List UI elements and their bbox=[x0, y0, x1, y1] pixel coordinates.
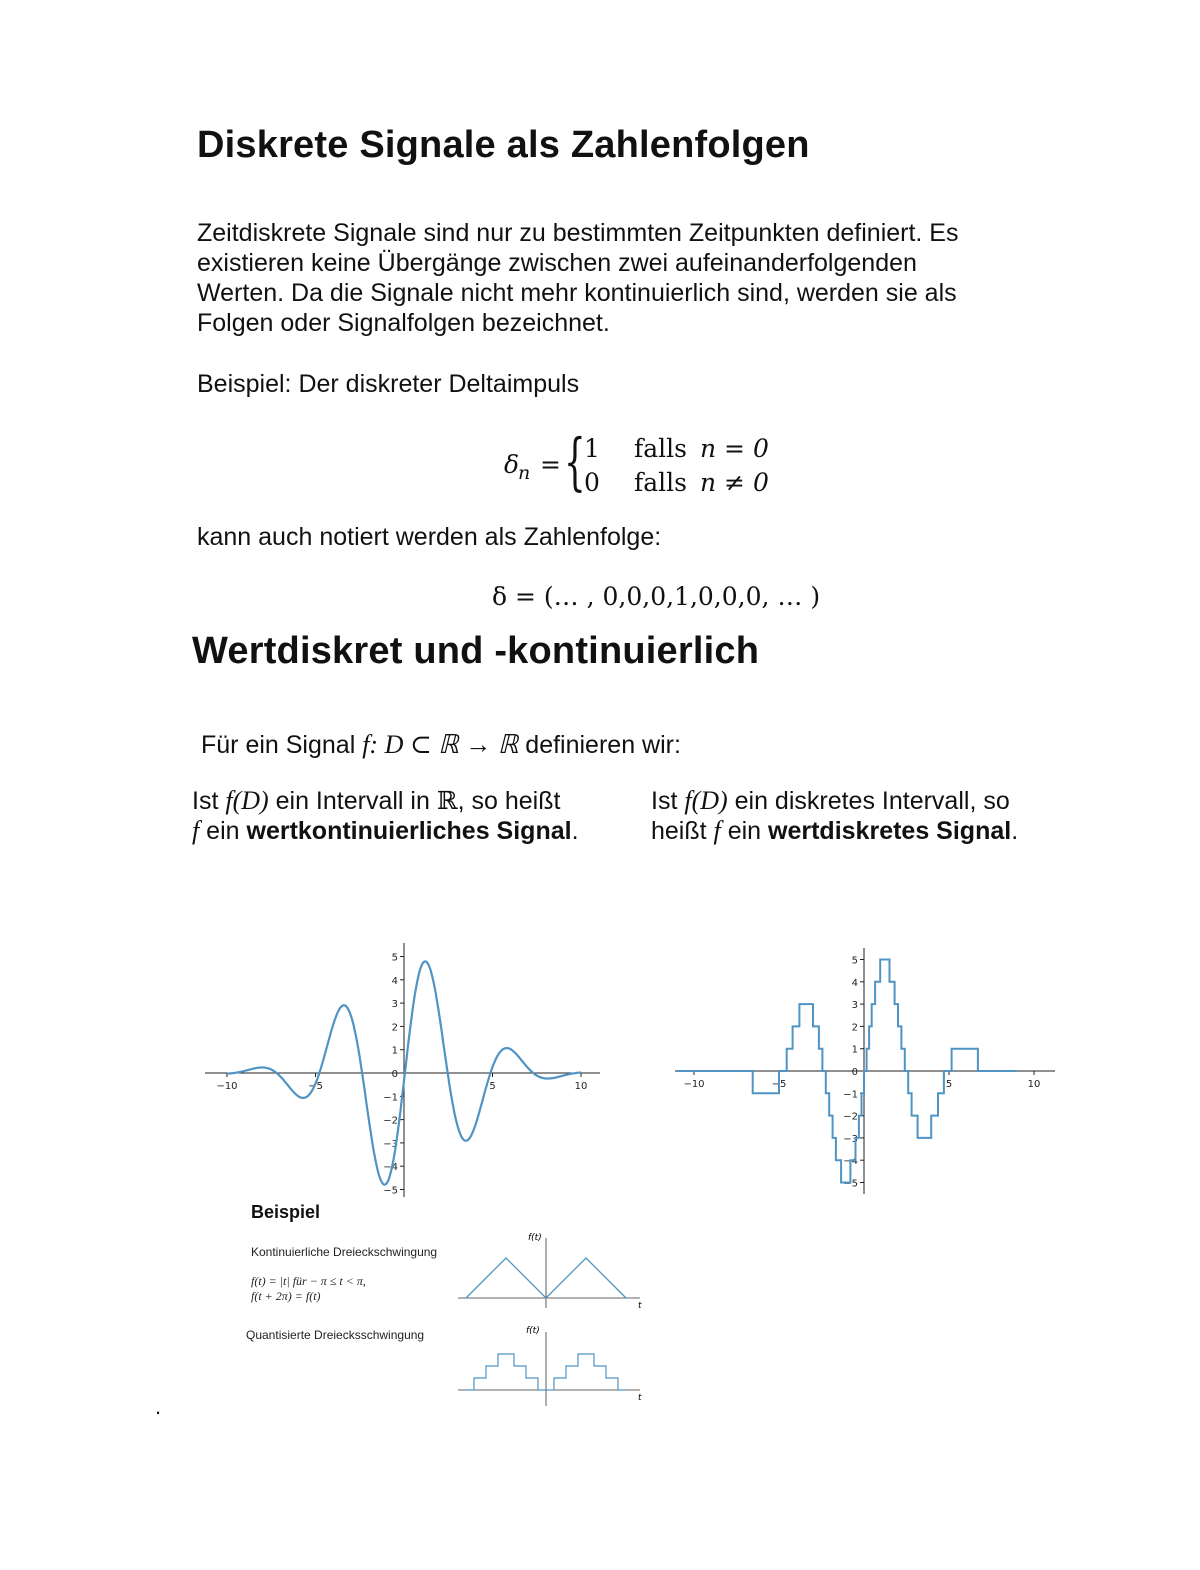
delta-sequence: δ = (… , 0,0,0,1,0,0,0, … ) bbox=[492, 582, 821, 611]
y-tick-label: −2 bbox=[383, 1115, 398, 1127]
case1-value: 1 bbox=[584, 434, 600, 463]
lead-text-post: definieren wir: bbox=[518, 731, 681, 759]
y-tick-label: −4 bbox=[843, 1156, 858, 1168]
intro-paragraph bbox=[197, 218, 1097, 338]
def-cont-text: Ist bbox=[192, 787, 226, 815]
y-tick-label: −4 bbox=[383, 1162, 398, 1174]
axis-label-f: f(t) bbox=[526, 1326, 540, 1336]
notation-text: kann auch notiert werden als Zahlenfolge: bbox=[197, 523, 662, 551]
example-label: Beispiel: Der diskreter Deltaimpuls bbox=[197, 370, 580, 398]
lead-math: f: D ⊂ ℝ → ℝ bbox=[362, 730, 519, 759]
lead-text-pre: Für ein Signal bbox=[201, 731, 363, 759]
def-cont-text: ein Intervall in bbox=[268, 787, 437, 815]
y-tick-label: 0 bbox=[391, 1069, 398, 1080]
case1-condition: n = 0 bbox=[700, 434, 769, 463]
y-tick-label: 1 bbox=[391, 1045, 398, 1057]
definition-continuous bbox=[192, 786, 632, 846]
intro-line: existieren keine Übergänge zwischen zwei aufeinanderfolgenden bbox=[197, 249, 917, 277]
def-cont-math: f(D) bbox=[225, 786, 269, 815]
definition-discrete bbox=[651, 786, 1111, 846]
def-cont-math: ℝ bbox=[436, 786, 458, 815]
axis-label-f: f(t) bbox=[528, 1233, 542, 1243]
y-tick-label: 0 bbox=[851, 1067, 858, 1078]
delta-definition-formula bbox=[500, 425, 800, 502]
axis-label-t: t bbox=[638, 1393, 642, 1403]
def-disc-text: Ist bbox=[651, 787, 685, 815]
x-tick-label: 5 bbox=[489, 1081, 496, 1092]
x-tick-label: −10 bbox=[683, 1079, 705, 1090]
x-tick-label: −5 bbox=[771, 1079, 787, 1090]
lead-sentence bbox=[201, 730, 681, 760]
footnote-dot: . bbox=[155, 1394, 162, 1419]
def-cont-text: , so heißt bbox=[457, 787, 561, 815]
y-tick-label: 2 bbox=[391, 1022, 398, 1034]
triangle-formula-line1: f(t) = |t| für − π ≤ t < π, bbox=[251, 1274, 366, 1288]
x-tick-label: −5 bbox=[308, 1081, 323, 1092]
def-disc-text: ein diskretes Intervall, so bbox=[727, 787, 1010, 815]
y-tick-label: −3 bbox=[843, 1133, 858, 1145]
delta-subscript: n bbox=[518, 462, 531, 484]
y-tick-label: 4 bbox=[851, 977, 858, 989]
y-tick-label: −2 bbox=[843, 1111, 858, 1123]
y-tick-label: 5 bbox=[851, 955, 858, 967]
intro-line: Folgen oder Signalfolgen bezeichnet. bbox=[197, 309, 610, 337]
plot-quantized-triangle bbox=[452, 1320, 652, 1408]
y-tick-label: 3 bbox=[851, 1000, 858, 1012]
intro-line: Zeitdiskrete Signale sind nur zu bestimmten Zeitpunkten definiert. Es bbox=[197, 219, 959, 247]
def-disc-math: f(D) bbox=[684, 786, 728, 815]
y-tick-label: 2 bbox=[851, 1022, 858, 1034]
def-disc-math: f bbox=[713, 816, 721, 845]
curly-brace: { bbox=[564, 425, 586, 498]
y-tick-label: −1 bbox=[843, 1089, 858, 1101]
def-disc-text: ein bbox=[720, 817, 769, 845]
def-disc-text: heißt bbox=[651, 817, 714, 845]
plot-continuous-signal bbox=[195, 935, 615, 1205]
def-cont-math: f bbox=[192, 816, 200, 845]
beispiel-heading: Beispiel bbox=[251, 1202, 321, 1222]
y-tick-label: 5 bbox=[391, 952, 398, 964]
section-title-wertdiskret: Wertdiskret und -kontinuierlich bbox=[192, 630, 760, 672]
x-tick-label: −10 bbox=[216, 1081, 238, 1092]
x-tick-label: 10 bbox=[574, 1081, 588, 1092]
plot-continuous-triangle bbox=[452, 1228, 652, 1313]
triangle-formula-line2: f(t + 2π) = f(t) bbox=[251, 1289, 321, 1303]
x-tick-label: 10 bbox=[1027, 1079, 1041, 1090]
section-title-diskrete-signale: Diskrete Signale als Zahlenfolgen bbox=[197, 124, 810, 166]
y-tick-label: −3 bbox=[383, 1138, 398, 1150]
x-tick-label: 5 bbox=[945, 1079, 953, 1090]
y-tick-label: −5 bbox=[843, 1178, 858, 1190]
case2-word: falls bbox=[634, 468, 687, 497]
case1-word: falls bbox=[634, 434, 687, 463]
def-cont-text: ein bbox=[199, 817, 247, 845]
quantized-triangle-label: Quantisierte Dreiecksschwingung bbox=[246, 1328, 425, 1342]
y-tick-label: 4 bbox=[391, 975, 398, 987]
def-disc-term: wertdiskretes Signal bbox=[768, 817, 1012, 845]
def-disc-text: . bbox=[1011, 817, 1019, 845]
continuous-triangle-label: Kontinuierliche Dreieckschwingung bbox=[251, 1245, 438, 1259]
def-cont-term: wertkontinuierliches Signal bbox=[246, 817, 572, 845]
axis-label-t: t bbox=[638, 1301, 642, 1311]
def-cont-text: . bbox=[571, 817, 579, 845]
delta-symbol: δ bbox=[504, 450, 520, 479]
case2-value: 0 bbox=[584, 468, 600, 497]
y-tick-label: 3 bbox=[391, 999, 398, 1011]
y-tick-label: −1 bbox=[383, 1092, 398, 1104]
y-tick-label: 1 bbox=[851, 1044, 858, 1056]
equals-sign: = bbox=[540, 450, 561, 479]
case2-condition: n ≠ 0 bbox=[700, 468, 769, 497]
plot-discrete-signal bbox=[670, 940, 1070, 1200]
y-tick-label: −5 bbox=[383, 1185, 398, 1197]
intro-line: Werten. Da die Signale nicht mehr kontinuierlich sind, werden sie als bbox=[197, 279, 957, 307]
